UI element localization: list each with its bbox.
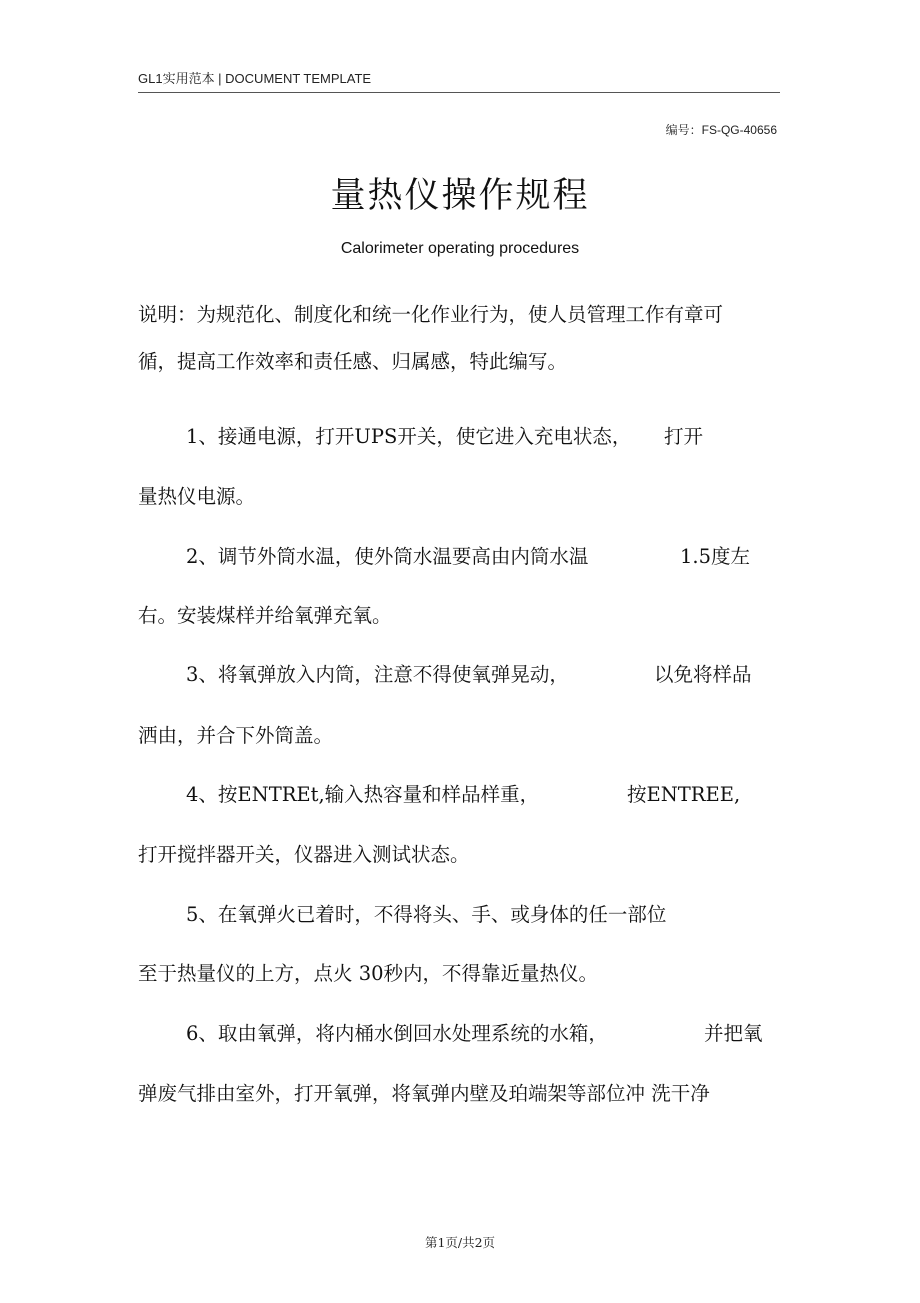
step-5-line-2: 至于热量仪的上方，点火 30秒内，不得靠近量热仪。 (138, 962, 599, 985)
page-footer: 第1页/共2页 (424, 1235, 496, 1250)
step-6-text: 6、取由氧弹，将内桶水倒回水处理系统的水箱， (186, 1022, 608, 1045)
intro-line-2: 循，提高工作效率和责任感、归属感，特此编写。 (138, 350, 568, 373)
step-1-text: 1、接通电源，打开UPS开关，使它进入充电状态， (186, 425, 632, 448)
step-2-line-2: 右。安装煤样并给氧弹充氧。 (138, 604, 392, 627)
step-2-text-continued: 1.5度左 (680, 545, 751, 568)
step-3-line-2: 洒由，并合下外筒盖。 (138, 724, 334, 747)
step-4-text: 4、按ENTREt,输入热容量和样品样重， (186, 783, 540, 806)
document-number: 编号：FS-QG-40656 (665, 123, 777, 137)
step-6-text-continued: 并把氧 (704, 1022, 763, 1045)
intro-line-1: 说明：为规范化、制度化和统一化作业行为，使人员管理工作有章可 (138, 303, 724, 326)
step-5-text: 5、在氧弹火已着时，不得将头、手、或身体的任一部位 (186, 903, 667, 926)
step-4-line-2: 打开搅拌器开关，仪器进入测试状态。 (138, 843, 470, 866)
step-4-text-continued: 按ENTREE, (627, 783, 741, 806)
page-title: 量热仪操作规程 (330, 176, 590, 216)
step-1-line-2: 量热仪电源。 (138, 485, 256, 508)
step-2-text: 2、调节外筒水温，使外筒水温要高由内筒水温 (186, 545, 589, 568)
step-1-text-continued: 打开 (664, 425, 704, 448)
page-subtitle: Calorimeter operating procedures (340, 240, 580, 257)
step-6-line-2: 弹废气排由室外，打开氧弹，将氧弹内壁及珀端架等部位冲 洗干净 (138, 1082, 710, 1105)
page-header: GL1实用范本 | DOCUMENT TEMPLATE (138, 70, 780, 93)
step-3-text-continued: 以免将样品 (654, 663, 752, 686)
step-3-text: 3、将氧弹放入内筒，注意不得使氧弹晃动， (186, 663, 569, 686)
